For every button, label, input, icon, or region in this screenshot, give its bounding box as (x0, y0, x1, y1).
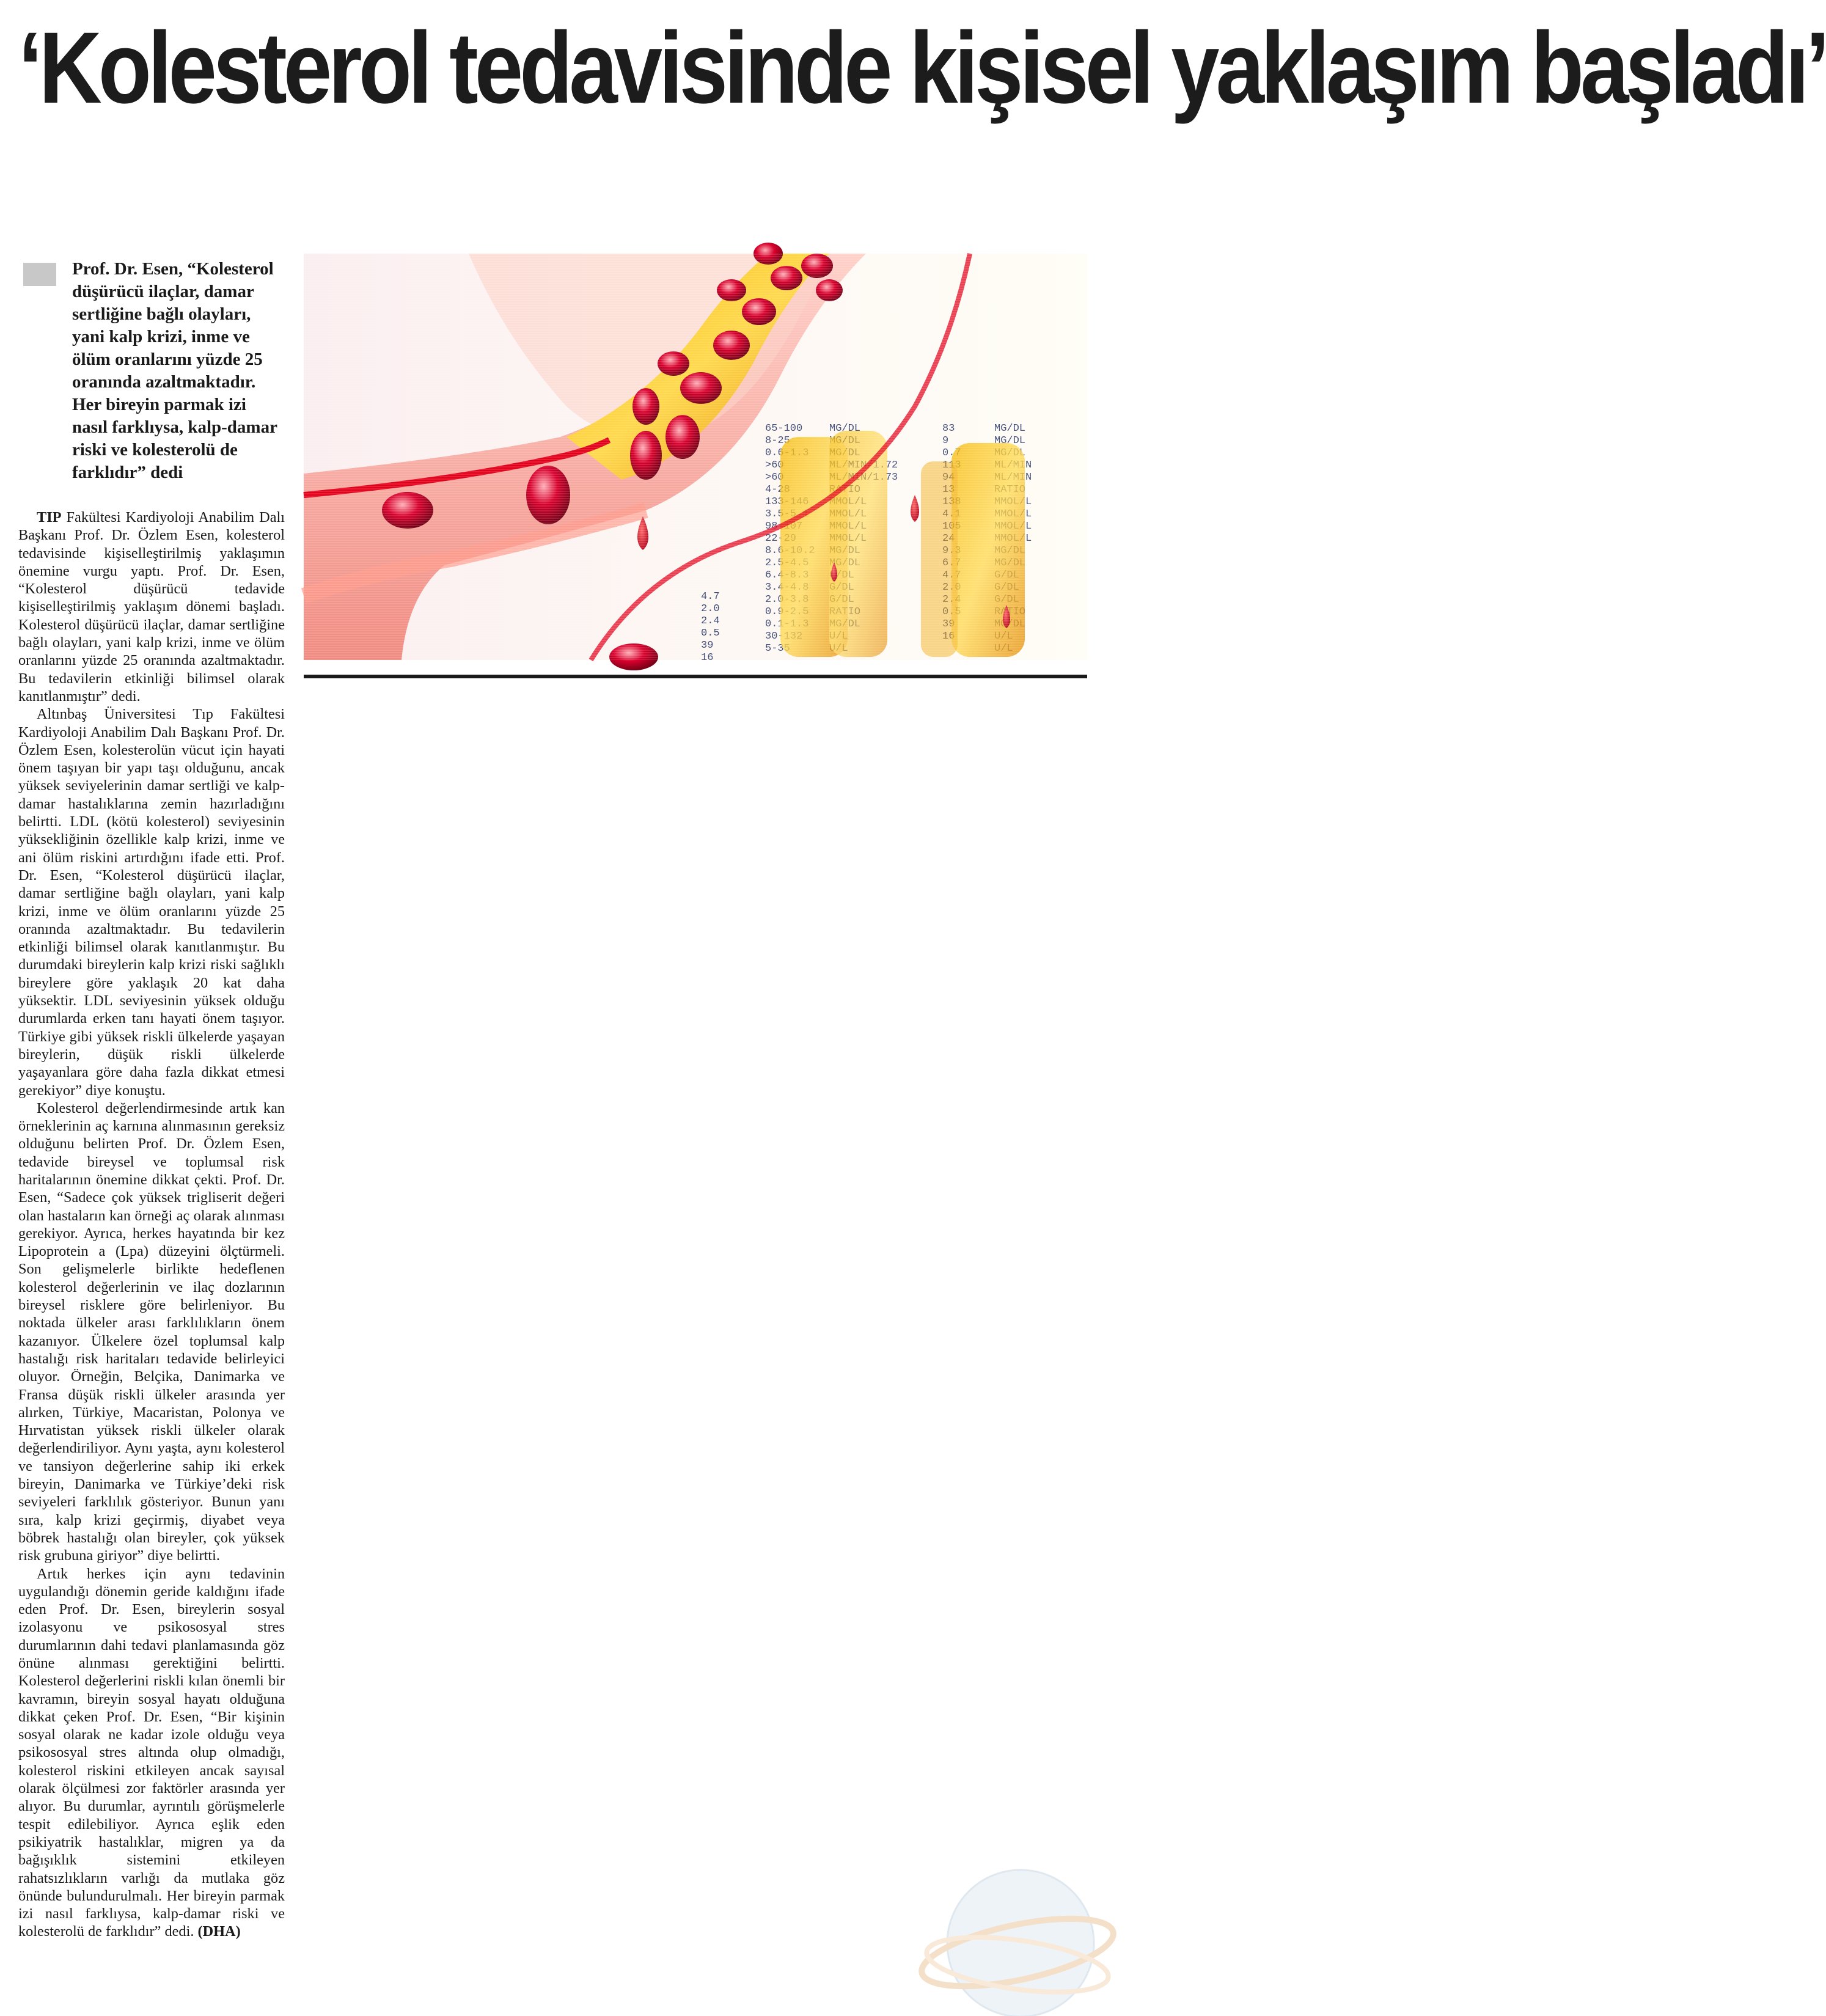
article-photo (304, 254, 1087, 660)
article-body (18, 508, 285, 1941)
photo-rule (304, 675, 1087, 678)
globe-watermark (917, 1852, 1112, 2013)
paragraph-2: Altınbaş Üniversitesi Tıp Fakültesi Kardiyoloji Anabilim Dalı Başkanı Prof. Dr. Özlem Esen, kolesterolün vücut için hayati önem taşıyan bir yapı taşı olduğunu, ancak yüksek seviyelerinin damar sertliği ve kalp-damar hastalıklarına zemin hazırladığını belirtti. LDL (kötü kolesterol) seviyesinin yüksekliğinin özellikle kalp krizi, inme ve ani ölüm riskini artırdığını ifade etti. Prof. Dr. Esen, “Kolesterol düşürücü ilaçlar, damar sertliğine bağlı olayları, yani kalp krizi, inme ve ölüm oranlarını yüzde 25 oranında azaltmaktadır. Bu tedavilerin etkinliği bilimsel olarak kanıtlanmıştır. Bu durumdaki bireylerin kalp krizi riski sağlıklı bireylere göre yaklaşık 20 kat daha yüksektir. LDL seviyesinin yüksek olduğu durumlarda erken tanı hayati önem taşıyor. Türkiye gibi yüksek riskli ülkelerde yaşayan bireylerin, düşük riskli ülkelerde yaşayanlara göre daha fazla dikkat etmesi gerekiyor” diye konuştu. (18, 706, 285, 1099)
paragraph-3: Kolesterol değerlendirmesinde artık kan örneklerinin aç karnına alınmasının gereksiz olduğunu belirten Prof. Dr. Özlem Esen, tedavide bireysel ve toplumsal risk haritalarının önemine dikkat çekti. Prof. Dr. Esen, “Sadece çok yüksek trigliserit değeri olan hastaların kan örneği aç olarak alınması gerekiyor. Ayrıca, herkes hayatında bir kez Lipoprotein a (Lpa) düzeyini ölçtürmeli. Son gelişmelerle birlikte hedeflenen kolesterol değerlerinin ve ilaç dozlarının bireysel risklere göre belirleniyor. Bu noktada ülkeler arası farklılıkların önem kazanıyor. Ülkelere özel toplumsal kalp hastalığı risk haritaları tedavide belirleyici oluyor. Örneğin, Belçika, Danimarka ve Fransa düşük riskli ülkeler arasında yer alırken, Türkiye, Macaristan, Polonya ve Hırvatistan yüksek riskli ülkeler olarak değerlendiriliyor. Aynı yaşta, aynı kolesterol ve tansiyon değerlerine sahip iki erkek bireyin, Danimarka ve Türkiye’deki risk seviyeleri farklılık gösteriyor. Bunun yanı sıra, kalp krizi geçirmiş, diyabet veya böbrek hastalığı olan bireyler, çok yüksek risk grubuna giriyor” diye belirtti. (18, 1099, 285, 1564)
paragraph-1 (18, 508, 285, 705)
lead-marker-block (23, 263, 56, 286)
paragraph-4 (18, 1565, 285, 1941)
paragraph-4-text: Artık herkes için aynı tedavinin uygulandığı dönemin geride kaldığını ifade eden Prof. Dr. Esen, bireylerin sosyal izolasyonu ve psikososyal stres durumlarının dahi tedavi planlamasında göz önüne alınması gerektiğini belirtti. Kolesterol değerlerini riskli kılan önemli bir kavramın, bireyin sosyal hayatı olduğuna dikkat çeken Prof. Dr. Esen, “Bir kişinin sosyal olarak ne kadar izole olduğu veya psikososyal stres altında olup olmadığı, kolesterol riskini etkileyen ancak sayısal olarak ölçülmesi zor faktörler arasında yer alıyor. Bu durumlar, ayrıntılı görüşmelerle tespit edilebiliyor. Ayrıca eşlik eden psikiyatrik hastalıklar, migren ya da bağışıklık sistemini etkileyen rahatsızlıkların varlığı da mutlaka göz önünde bulundurulmalı. Her bireyin parmak izi nasıl farklıysa, kalp-damar riski ve kolesterolü de farklıdır” dedi. (18, 1565, 285, 1940)
source-tag: (DHA) (197, 1923, 241, 1940)
article-lead: Prof. Dr. Esen, “Kolesterol düşürücü ilaçlar, damar sertliğine bağlı olayları, yani kalp krizi, inme ve ölüm oranlarını yüzde 25 oranında azaltmaktadır. Her bireyin parmak izi nasıl farklıysa, kalp-damar riski ve kolesterolü de farklıdır” dedi (72, 259, 277, 482)
lead-word: TIP (37, 509, 62, 526)
article-headline: ‘Kolesterol tedavisinde kişisel yaklaşım başladı’ (18, 12, 1826, 125)
paragraph-1-text: Fakültesi Kardiyoloji Anabilim Dalı Başkanı Prof. Dr. Özlem Esen, kolesterol tedavisinde kişiselleştirilmiş yaklaşımın önemine vurgu yaptı. Prof. Dr. Esen, “Kolesterol düşürücü tedavide kişiselleştirilmiş yaklaşım dönemi başladı. Kolesterol düşürücü ilaçlar, damar sertliğine bağlı olayları, yani kalp krizi, inme ve ölüm oranlarını yüzde 25 oranında azaltmaktadır. Bu tedavilerin etkinliği bilimsel olarak kanıtlanmıştır” dedi. (18, 509, 285, 705)
